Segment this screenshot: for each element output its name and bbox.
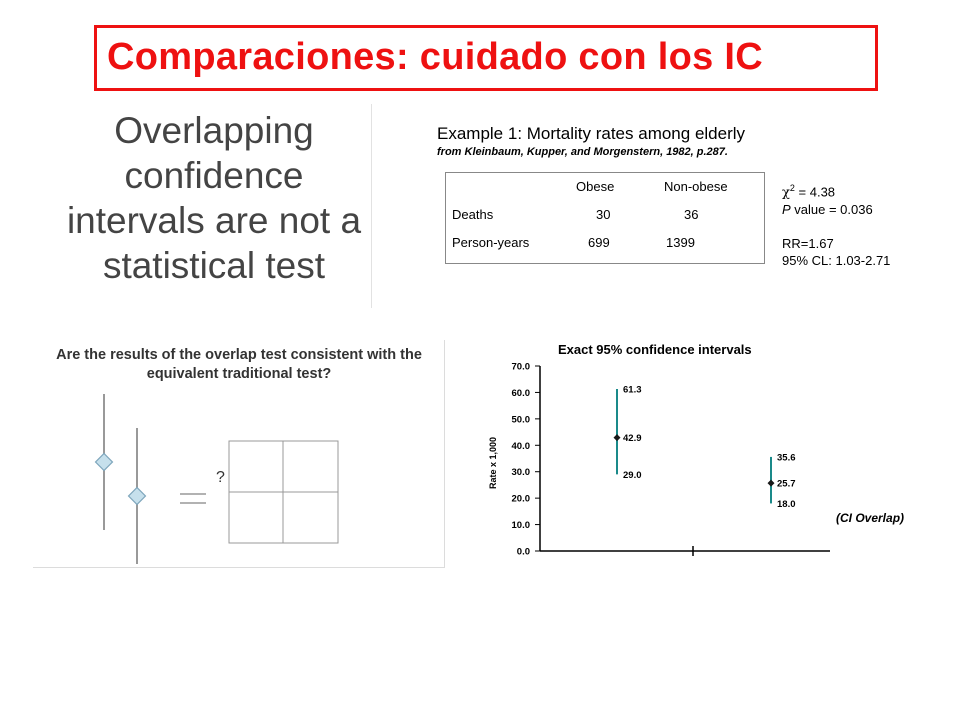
overlap-illustration <box>33 340 445 568</box>
y-tick-label: 50.0 <box>511 414 530 426</box>
row-label: Person-years <box>452 235 530 250</box>
table-cell: 699 <box>588 235 610 250</box>
example-title: Example 1: Mortality rates among elderly <box>437 124 746 143</box>
question-mark: ? <box>216 469 225 486</box>
mortality-table <box>445 172 765 264</box>
y-tick-label: 20.0 <box>511 493 530 505</box>
slide-title-box <box>94 25 878 91</box>
ci-overlap-annotation: (CI Overlap) <box>836 511 905 525</box>
ci-chart <box>480 335 940 575</box>
y-axis-label: Rate x 1,000 <box>488 436 498 490</box>
y-tick-label: 60.0 <box>511 387 530 399</box>
test-statistics <box>782 180 890 269</box>
slide-title: Comparaciones: cuidado con los IC <box>107 36 764 78</box>
p-value-line <box>782 201 890 218</box>
point-estimate-marker <box>768 480 775 487</box>
table-cell: 1399 <box>666 235 695 250</box>
chi-symbol: χ <box>782 185 790 201</box>
chart-title: Exact 95% confidence intervals <box>558 342 752 357</box>
lower-bound-label: 18.0 <box>777 498 796 510</box>
panel-divider <box>371 104 372 308</box>
y-tick-label: 70.0 <box>511 361 530 373</box>
point-estimate-marker <box>614 434 621 441</box>
overlap-test-panel <box>33 340 445 568</box>
overlap-question-line: equivalent traditional test? <box>146 366 332 382</box>
column-header: Obese <box>576 179 615 194</box>
overlap-heading <box>44 108 384 288</box>
y-tick-label: 0.0 <box>516 546 530 558</box>
confidence-limits: 95% CL: 1.03-2.71 <box>782 253 891 269</box>
y-tick-label: 30.0 <box>511 467 530 479</box>
column-header: Non-obese <box>664 179 728 194</box>
example-source: from Kleinbaum, Kupper, and Morgenstern, 1982, p.287. <box>437 146 728 158</box>
point-estimate-label: 42.9 <box>623 433 642 445</box>
chi-value: = 4.38 <box>794 184 836 200</box>
table-cell: 36 <box>684 207 699 222</box>
overlap-question-line: Are the results of the overlap test consistent with the <box>56 347 422 363</box>
chi-exponent: 2 <box>789 183 795 193</box>
y-tick-label: 10.0 <box>511 520 530 532</box>
overlap-heading-line: confidence <box>124 155 304 196</box>
overlap-heading-line: statistical test <box>102 245 326 286</box>
upper-bound-label: 35.6 <box>777 452 796 464</box>
upper-bound-label: 61.3 <box>623 384 642 396</box>
lower-bound-label: 29.0 <box>623 469 642 481</box>
point-estimate-label: 25.7 <box>777 478 796 490</box>
table-cell: 30 <box>596 207 611 222</box>
overlap-heading-line: Overlapping <box>114 110 314 151</box>
y-tick-label: 40.0 <box>511 440 530 452</box>
row-label: Deaths <box>452 207 494 222</box>
chi-square-line <box>782 180 890 201</box>
diamond-icon <box>129 488 146 505</box>
relative-risk: RR=1.67 <box>782 236 834 252</box>
p-value: value = 0.036 <box>790 202 873 218</box>
overlap-heading-line: intervals are not a <box>66 200 362 241</box>
chart-marks <box>512 362 831 558</box>
p-label: P <box>782 202 791 218</box>
diamond-icon <box>96 454 113 471</box>
